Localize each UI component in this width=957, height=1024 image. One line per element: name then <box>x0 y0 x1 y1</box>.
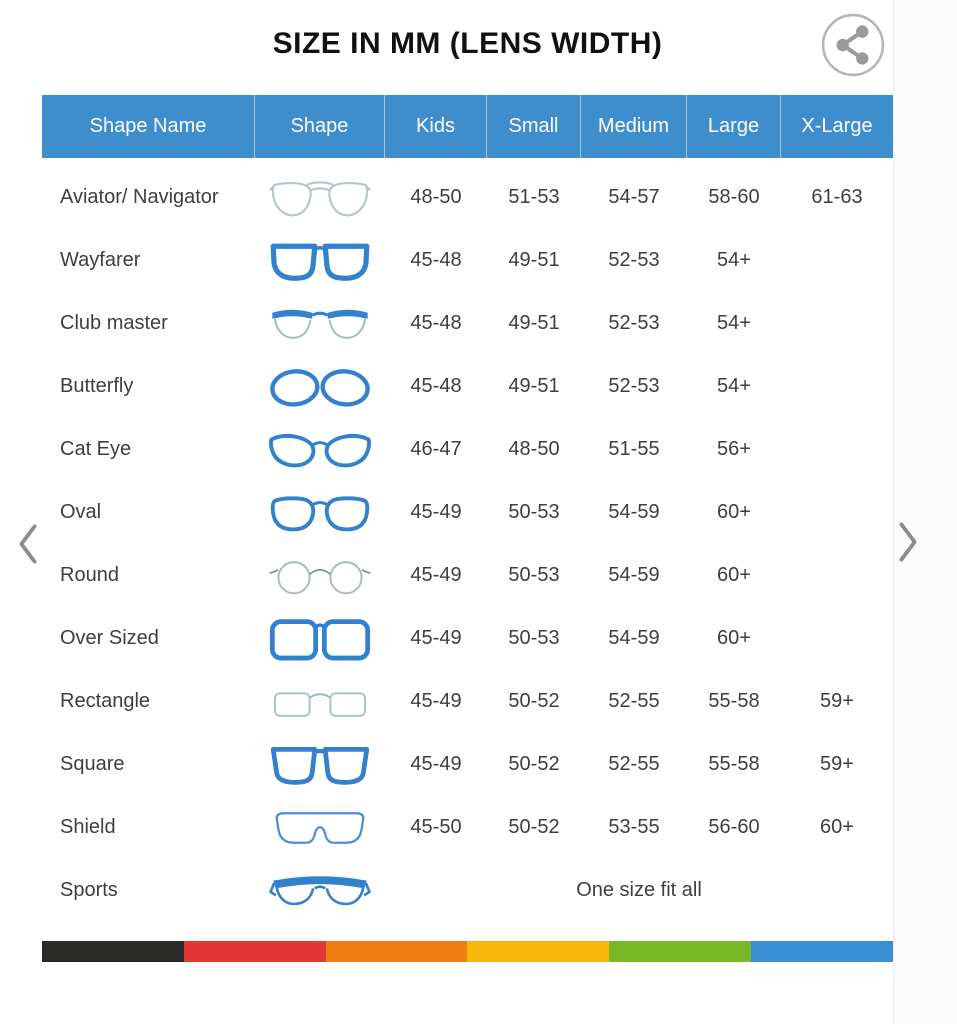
size-cell-kids: 45-48 <box>410 312 462 334</box>
size-cell-medium: 54-59 <box>608 564 660 586</box>
size-cell-large: 56+ <box>717 438 751 460</box>
table-body <box>42 166 893 922</box>
size-cell-large: 56-60 <box>708 816 760 838</box>
stripe-segment-0 <box>42 941 184 962</box>
shape-name-label: Butterfly <box>60 375 134 397</box>
size-cell-small: 51-53 <box>508 186 560 208</box>
oval-glasses-icon <box>255 486 385 540</box>
stripe-segment-2 <box>326 941 468 962</box>
table-row-shield <box>42 796 893 859</box>
butterfly-glasses-icon <box>255 360 385 414</box>
stripe-segment-1 <box>184 941 326 962</box>
size-cell-kids: 45-49 <box>410 627 462 649</box>
size-cell-x-large: 59+ <box>820 690 854 712</box>
size-cell-large: 55-58 <box>708 690 760 712</box>
oversized-glasses-icon <box>255 612 385 666</box>
shape-name-label: Shield <box>60 816 116 838</box>
size-cell-kids: 45-48 <box>410 375 462 397</box>
table-row-butterfly <box>42 355 893 418</box>
shape-name-label: Sports <box>60 879 118 901</box>
table-row-round <box>42 544 893 607</box>
size-cell-large: 54+ <box>717 375 751 397</box>
size-cell-x-large: 61-63 <box>811 186 863 208</box>
brand-color-stripe <box>42 941 893 962</box>
rectangle-glasses-icon <box>255 675 385 729</box>
table-row-rectangle <box>42 670 893 733</box>
size-cell-x-large: 59+ <box>820 753 854 775</box>
size-cell-small: 50-52 <box>508 753 560 775</box>
size-cell-medium: 54-59 <box>608 627 660 649</box>
size-cell-kids: 45-49 <box>410 690 462 712</box>
stripe-segment-4 <box>609 941 751 962</box>
size-cell-small: 50-52 <box>508 690 560 712</box>
size-cell-large: 60+ <box>717 501 751 523</box>
shape-name-label: Round <box>60 564 119 586</box>
carousel-prev-button[interactable] <box>14 522 42 566</box>
chevron-left-icon <box>14 522 42 566</box>
wayfarer-glasses-icon <box>255 234 385 288</box>
column-header-shape: Shape <box>255 95 385 158</box>
shape-name-label: Aviator/ Navigator <box>60 186 219 208</box>
table-row-over-sized <box>42 607 893 670</box>
size-cell-x-large: 60+ <box>820 816 854 838</box>
one-size-cell: One size fit all <box>576 879 702 901</box>
column-header-medium: Medium <box>581 95 687 158</box>
shape-name-label: Club master <box>60 312 168 334</box>
table-row-square <box>42 733 893 796</box>
size-cell-small: 49-51 <box>508 249 560 271</box>
clubmaster-glasses-icon <box>255 297 385 351</box>
size-cell-large: 54+ <box>717 249 751 271</box>
shape-name-label: Wayfarer <box>60 249 141 271</box>
stripe-segment-5 <box>751 941 893 962</box>
size-cell-kids: 45-49 <box>410 564 462 586</box>
size-cell-medium: 54-59 <box>608 501 660 523</box>
size-cell-small: 50-53 <box>508 501 560 523</box>
table-row-wayfarer <box>42 229 893 292</box>
size-cell-kids: 45-49 <box>410 753 462 775</box>
size-cell-small: 49-51 <box>508 375 560 397</box>
share-button[interactable] <box>820 12 886 78</box>
size-cell-large: 55-58 <box>708 753 760 775</box>
size-cell-medium: 52-55 <box>608 753 660 775</box>
size-cell-kids: 45-48 <box>410 249 462 271</box>
size-cell-kids: 45-50 <box>410 816 462 838</box>
size-cell-large: 60+ <box>717 627 751 649</box>
column-header-small: Small <box>487 95 581 158</box>
size-cell-small: 50-53 <box>508 627 560 649</box>
size-cell-large: 58-60 <box>708 186 760 208</box>
shape-name-label: Square <box>60 753 125 775</box>
page-right-margin <box>894 0 957 1024</box>
size-cell-large: 60+ <box>717 564 751 586</box>
table-header-row <box>42 95 893 158</box>
column-header-kids: Kids <box>385 95 487 158</box>
size-cell-medium: 54-57 <box>608 186 660 208</box>
size-cell-medium: 51-55 <box>608 438 660 460</box>
size-cell-small: 50-53 <box>508 564 560 586</box>
size-cell-small: 50-52 <box>508 816 560 838</box>
shape-name-label: Over Sized <box>60 627 159 649</box>
aviator-glasses-icon <box>255 171 385 225</box>
sports-glasses-icon <box>255 864 385 918</box>
round-glasses-icon <box>255 549 385 603</box>
size-cell-medium: 52-53 <box>608 375 660 397</box>
size-cell-medium: 52-53 <box>608 312 660 334</box>
table-row-oval <box>42 481 893 544</box>
table-row-cat-eye <box>42 418 893 481</box>
size-cell-kids: 48-50 <box>410 186 462 208</box>
shape-name-label: Oval <box>60 501 102 523</box>
card-right-border <box>893 0 894 1024</box>
stripe-segment-3 <box>467 941 609 962</box>
column-header-x-large: X-Large <box>801 115 873 137</box>
size-cell-kids: 46-47 <box>410 438 462 460</box>
carousel-next-button[interactable] <box>894 520 922 564</box>
size-cell-small: 49-51 <box>508 312 560 334</box>
shape-name-label: Cat Eye <box>60 438 132 460</box>
table-row-sports <box>42 859 893 922</box>
table-row-club-master <box>42 292 893 355</box>
square-glasses-icon <box>255 738 385 792</box>
size-cell-medium: 52-53 <box>608 249 660 271</box>
page-title: SIZE IN MM (LENS WIDTH) <box>272 27 663 60</box>
column-header-shape-name: Shape Name <box>42 95 255 158</box>
share-icon <box>820 12 886 78</box>
size-cell-small: 48-50 <box>508 438 560 460</box>
shape-name-label: Rectangle <box>60 690 151 712</box>
table-row-aviator-navigator <box>42 166 893 229</box>
size-cell-kids: 45-49 <box>410 501 462 523</box>
chevron-right-icon <box>894 520 922 564</box>
cat-eye-glasses-icon <box>255 423 385 477</box>
size-cell-medium: 53-55 <box>608 816 660 838</box>
size-cell-large: 54+ <box>717 312 751 334</box>
column-header-large: Large <box>687 95 781 158</box>
shield-glasses-icon <box>255 801 385 855</box>
size-cell-medium: 52-55 <box>608 690 660 712</box>
